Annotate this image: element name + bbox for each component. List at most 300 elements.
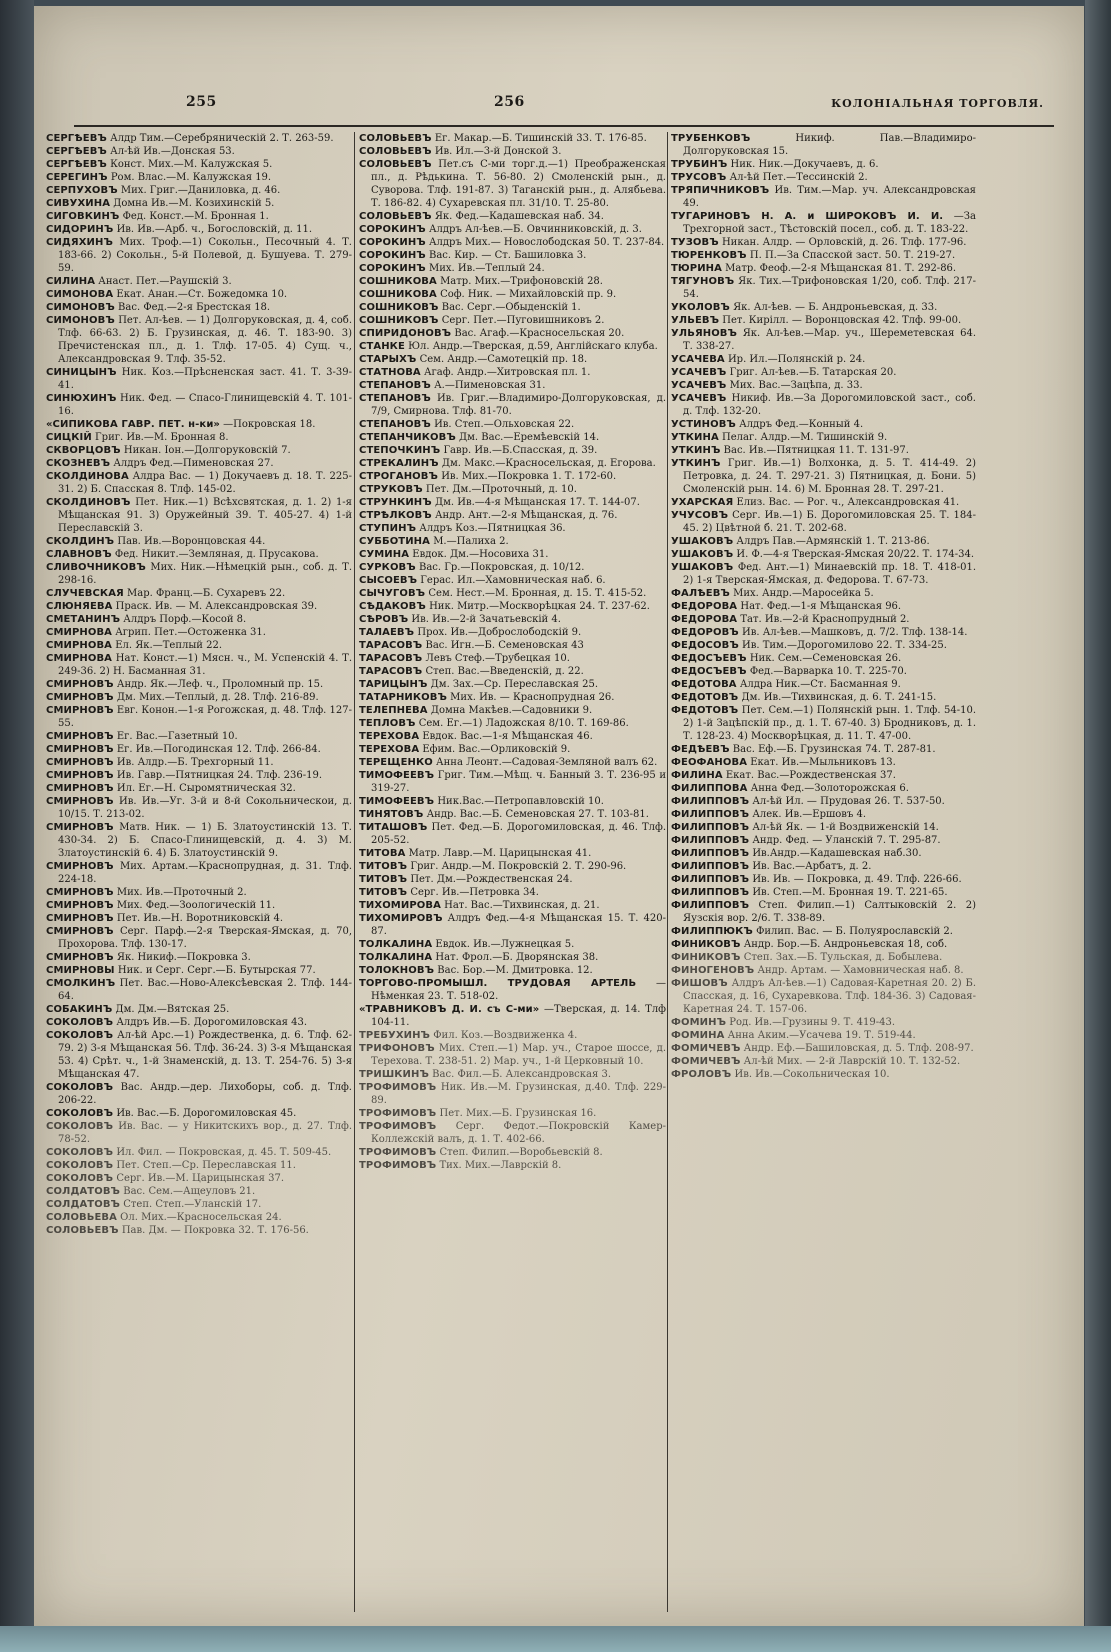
directory-entry <box>359 522 666 535</box>
directory-entry <box>359 262 666 275</box>
entry-details: Григ. Ив.—М. Бронная 8. <box>95 432 229 443</box>
entry-details: Ег. Макар.—Б. Тишинскій 33. Т. 176-85. <box>434 133 647 144</box>
directory-entry <box>46 1016 352 1029</box>
entry-details: Соф. Ник. — Михайловскій пр. 9. <box>440 289 617 300</box>
directory-entry <box>359 327 666 340</box>
directory-entry <box>359 639 666 652</box>
entry-name: УКОЛОВЪ <box>671 302 730 313</box>
entry-details: Пет. Ив.—Н. Воротниковскій 4. <box>116 913 283 924</box>
entry-name: СЛАВНОВЪ <box>46 549 112 560</box>
directory-entry <box>46 600 352 613</box>
entry-name: ТРУБЕНКОВЪ <box>671 133 751 144</box>
entry-details: Алек. Ив.—Ершовъ 4. <box>752 809 867 820</box>
directory-entry <box>359 223 666 236</box>
directory-entry <box>46 626 352 639</box>
directory-entry <box>46 223 352 236</box>
directory-entry <box>671 795 976 808</box>
directory-entry <box>359 379 666 392</box>
directory-entry <box>671 743 976 756</box>
directory-entry <box>46 691 352 704</box>
directory-entry <box>671 769 976 782</box>
entry-name: ФЕДОСЪЕВЪ <box>671 653 747 664</box>
entry-details: Пет. Сем.—1) Полянскій рын. 1. Тлф. 54-10. 2) 1-й Зацѣпскій пр., д. 1. Т. 67-40. 3) Бродниковъ, д. 1. Т. 128-23. 4) Москворѣцкая, д. 11. Т. 47-00. <box>683 705 976 742</box>
entry-name: ФЕДОРОВА <box>671 614 738 625</box>
entry-details: —Нѣменкая 23. Т. 518-02. <box>371 978 666 1002</box>
directory-entry <box>359 535 666 548</box>
entry-details: Мих. Вас.—Зацѣпа, д. 33. <box>729 380 863 391</box>
directory-entry <box>359 587 666 600</box>
directory-entry <box>671 678 976 691</box>
entry-name: ФЕДОСЪЕВЪ <box>671 666 747 677</box>
entry-name: СИДОРИНЪ <box>46 224 114 235</box>
entry-name: УСАЧЕВЪ <box>671 380 727 391</box>
entry-name: СОБАКИНЪ <box>46 1004 113 1015</box>
entry-details: Нат. Вас.—Тихвинская, д. 21. <box>444 900 600 911</box>
entry-name: ФИНИКОВЪ <box>671 939 741 950</box>
directory-entry <box>671 561 976 587</box>
entry-details: Ник.Вас.—Петропавловскій 10. <box>437 796 604 807</box>
directory-entry <box>46 184 352 197</box>
entry-details: Дм. Зах.—Ср. Переславская 25. <box>430 679 599 690</box>
entry-details: Ег. Ив.—Погодинская 12. Тлф. 266-84. <box>116 744 321 755</box>
entry-details: Вас. Фед.—2-я Брестская 18. <box>118 302 271 313</box>
entry-name: ТРОФИМОВЪ <box>359 1108 437 1119</box>
entry-name: СОЛОВЬЕВЪ <box>46 1225 119 1236</box>
entry-name: УЛЬЕВЪ <box>671 315 720 326</box>
directory-entry <box>671 860 976 873</box>
section-title: КОЛОНІАЛЬНАЯ ТОРГОВЛЯ. <box>831 97 1044 110</box>
entry-name: СУББОТИНА <box>359 536 430 547</box>
entry-details: Вас. Игн.—Б. Семеновская 43 <box>425 640 584 651</box>
entry-name: ТАРАСОВЪ <box>359 666 423 677</box>
entry-name: ТИТОВА <box>359 848 406 859</box>
directory-entry <box>46 431 352 444</box>
entry-details: Дм. Дм.—Вятская 25. <box>115 1004 230 1015</box>
entry-details: Ал-ѣй Ив.—Донская 53. <box>110 146 235 157</box>
entry-name: СОЛОВЬЕВЪ <box>359 211 432 222</box>
entry-details: Евдок. Вас.—1-я Мѣщанская 46. <box>422 731 593 742</box>
directory-entry <box>671 1055 976 1068</box>
entry-name: ТРУБИНЪ <box>671 159 728 170</box>
directory-entry <box>359 314 666 327</box>
directory-entry <box>671 275 976 301</box>
entry-name: ФЕДОТОВЪ <box>671 705 739 716</box>
directory-entry <box>671 236 976 249</box>
entry-name: ТРИШКИНЪ <box>359 1069 429 1080</box>
entry-name: ТИТОВЪ <box>359 874 408 885</box>
directory-entry <box>46 457 352 470</box>
entry-details: Серг. Ив.—Петровка 34. <box>410 887 539 898</box>
entry-name: СОЛДАТОВЪ <box>46 1199 121 1210</box>
entry-details: Фед. Конст.—М. Бронная 1. <box>122 211 269 222</box>
entry-name: ТОЛОКНОВЪ <box>359 965 435 976</box>
directory-entry <box>671 327 976 353</box>
entry-name: ТРЯПИЧНИКОВЪ <box>671 185 770 196</box>
directory-entry <box>46 288 352 301</box>
entry-details: Ир. Ил.—Полянскій р. 24. <box>727 354 866 365</box>
entry-details: Алдръ Ал-ѣев.—Б. Овчинниковскій, д. 3. <box>428 224 642 235</box>
directory-entry <box>46 418 352 431</box>
entry-name: ФИЛИППОВЪ <box>671 822 750 833</box>
entry-details: Пет. Фед.—Б. Дорогомиловская, д. 46. Тлф. 205-52. <box>371 822 666 846</box>
directory-entry <box>46 470 352 496</box>
entry-details: Ал-ѣй Як. — 1-й Воздвиженскій 14. <box>752 822 939 833</box>
entry-details: Ив. Ив.—Сокольническая 10. <box>734 1069 890 1080</box>
entry-details: Пет. Степ.—Ср. Переславская 11. <box>116 1160 296 1171</box>
entry-name: СЛЮНЯЕВА <box>46 601 113 612</box>
entry-details: Ив. Ив.—Уг. 3-й и 8-й Сокольническои, д. 10/15. Т. 213-02. <box>58 796 352 820</box>
directory-entry <box>671 704 976 743</box>
entry-name: СУРКОВЪ <box>359 562 416 573</box>
entry-details: Пет. Мих.—Б. Грузинская 16. <box>439 1108 597 1119</box>
entry-details: Евг. Конон.—1-я Рогожская, д. 48. Тлф. 127-55. <box>58 705 352 729</box>
entry-details: Серг. Пет.—Пуговишниковъ 2. <box>441 315 605 326</box>
directory-entry <box>359 769 666 795</box>
entry-details: Екат. Ив.—Мыльниковъ 13. <box>750 757 896 768</box>
directory-entry <box>359 808 666 821</box>
column-divider <box>354 132 355 1612</box>
entry-name: СОКОЛОВЪ <box>46 1082 114 1093</box>
entry-details: Фед.—Варварка 10. Т. 225-70. <box>749 666 907 677</box>
directory-entry <box>359 301 666 314</box>
directory-entry <box>46 1003 352 1016</box>
directory-entry <box>671 210 976 236</box>
directory-entry <box>359 210 666 223</box>
entry-name: СТУПИНЪ <box>359 523 417 534</box>
entry-details: Мих. Ник.—Нѣмецкій рын., соб. д. Т. 298-16. <box>58 562 352 586</box>
directory-entry <box>359 574 666 587</box>
background-bottom-edge <box>0 1626 1111 1652</box>
entry-name: ФОМИЧЕВЪ <box>671 1043 741 1054</box>
entry-details: Тат. Ив.—2-й Краснопрудный 2. <box>740 614 910 625</box>
directory-entry <box>46 171 352 184</box>
directory-entry <box>46 912 352 925</box>
entry-name: ТИМОФЕЕВЪ <box>359 770 435 781</box>
entry-name: СОЛОВЬЕВЪ <box>359 133 432 144</box>
directory-entry <box>359 470 666 483</box>
entry-name: СОЛДАТОВЪ <box>46 1186 121 1197</box>
entry-details: П. П.—За Спасской заст. 50. Т. 219-27. <box>749 250 956 261</box>
directory-entry <box>46 145 352 158</box>
entry-name: СИНЮХИНЪ <box>46 393 117 404</box>
entry-name: СКОЛДИНОВА <box>46 471 129 482</box>
entry-details: Андр. Бор.—Б. Андроньевская 18, соб. <box>743 939 948 950</box>
entry-details: Ег. Вас.—Газетный 10. <box>116 731 238 742</box>
entry-name: СОРОКИНЪ <box>359 263 426 274</box>
entry-details: Степ. Зах.—Б. Тульская, д. Бобылева. <box>743 952 943 963</box>
entry-name: УЧУСОВЪ <box>671 510 729 521</box>
entry-name: СОРОКИНЪ <box>359 250 426 261</box>
entry-details: Анна Леонт.—Садовая-Земляной валъ 62. <box>436 757 658 768</box>
entry-details: Алдръ Фед.—Конный 4. <box>739 419 864 430</box>
directory-entry <box>671 665 976 678</box>
directory-entry <box>671 379 976 392</box>
entry-details: Ефим. Вас.—Орликовскій 9. <box>422 744 571 755</box>
entry-details: Вас. Серг.—Обыденскій 1. <box>441 302 581 313</box>
entry-name: ФИЛИНА <box>671 770 723 781</box>
page-number-left: 255 <box>186 94 217 110</box>
entry-name: СОРОКИНЪ <box>359 237 426 248</box>
entry-name: ТЮРИНА <box>671 263 722 274</box>
entry-name: ТРОФИМОВЪ <box>359 1121 437 1132</box>
entry-details: Сем. Ег.—1) Ладожская 8/10. Т. 169-86. <box>418 718 629 729</box>
directory-entry <box>359 977 666 1003</box>
entry-name: ТУГАРИНОВЪ Н. А. и ШИРОКОВЪ И. И. <box>671 211 944 222</box>
directory-entry <box>359 600 666 613</box>
directory-entry <box>359 652 666 665</box>
directory-entry <box>359 288 666 301</box>
directory-entry <box>359 821 666 847</box>
directory-entry <box>46 535 352 548</box>
directory-entry <box>359 964 666 977</box>
directory-entry <box>359 951 666 964</box>
directory-entry <box>46 795 352 821</box>
directory-entry <box>359 743 666 756</box>
entry-details: Вас. Агаф.—Красносельская 20. <box>454 328 625 339</box>
entry-details: Ник. Ив.—М. Грузинская, д.40. Тлф. 229-89. <box>371 1082 666 1106</box>
entry-details: Алдръ Ал-ѣев.—1) Садовая-Каретная 20. 2) Б. Спасская, д. 16, Сухаревкова. Тлф. 184-36. 3) Садовая-Каретная 24. Т. 157-06. <box>683 978 976 1015</box>
directory-entry <box>46 444 352 457</box>
directory-entry <box>359 730 666 743</box>
entry-details: Елиз. Вас. — Рог. ч., Александровская 41. <box>736 497 960 508</box>
entry-details: Андр. Фед. — Уланскій 7. Т. 295-87. <box>752 835 941 846</box>
entry-details: Сем. Андр.—Самотецкій пр. 18. <box>419 354 588 365</box>
directory-entry <box>359 1107 666 1120</box>
entry-details: Алдра Ник.—Ст. Басманная 9. <box>739 679 901 690</box>
directory-entry <box>46 925 352 951</box>
directory-entry <box>359 236 666 249</box>
entry-name: ФИШОВЪ <box>671 978 728 989</box>
directory-entry <box>359 678 666 691</box>
entry-details: Анна Фед.—Золоторожская 6. <box>750 783 909 794</box>
entry-name: СМИРНОВЪ <box>46 731 114 742</box>
entry-details: Дм. Ив.—Тихвинская, д. 6. Т. 241-15. <box>741 692 937 703</box>
directory-entry <box>359 1042 666 1068</box>
directory-entry <box>359 795 666 808</box>
entry-details: Матв. Ник. — 1) Б. Златоустинскій 13. Т. 430-34. 2) Б. Спасо-Глинищевскій, д. 4. 3) М. Златоустинскій 6. 4) Б. Златоустинскій 9. <box>58 822 352 859</box>
directory-entry <box>46 951 352 964</box>
entry-details: Род. Ив.—Грузины 9. Т. 419-43. <box>729 1017 896 1028</box>
entry-name: СТЕПАНОВЪ <box>359 419 431 430</box>
entry-details: Левъ Стеф.—Трубецкая 10. <box>425 653 570 664</box>
entry-name: СМИРНОВЪ <box>46 679 114 690</box>
entry-name: ФИЛИППОВА <box>671 783 748 794</box>
entry-details: Дм. Вас.—Еремѣевскій 14. <box>459 432 600 443</box>
entry-name: СИМОНОВЪ <box>46 302 115 313</box>
directory-entry <box>671 600 976 613</box>
entry-details: Фед. Ант.—1) Минаевскій пр. 18. Т. 418-01. 2) 1-я Тверская-Ямская, д. Федорова. Т. 67-73. <box>683 562 976 586</box>
entry-details: Никиф. Ив.—За Дорогомиловской заст., соб. д. Тлф. 132-20. <box>683 393 976 417</box>
entry-name: ТИМОФЕЕВЪ <box>359 796 435 807</box>
directory-entry <box>359 847 666 860</box>
entry-details: Ив. Ал-ѣев.—Машковъ, д. 7/2. Тлф. 138-14. <box>742 627 968 638</box>
directory-entry <box>46 1211 352 1224</box>
entry-details: Вас. Кир. — Ст. Башиловка 3. <box>428 250 587 261</box>
directory-entry <box>359 431 666 444</box>
entry-name: ТИТАШОВЪ <box>359 822 428 833</box>
directory-entry <box>671 639 976 652</box>
directory-entry <box>671 535 976 548</box>
directory-entry <box>359 392 666 418</box>
entry-details: Андр. Вас.—Б. Семеновская 27. Т. 103-81. <box>426 809 649 820</box>
column-1 <box>46 132 352 1622</box>
directory-entry <box>46 1185 352 1198</box>
entry-name: УЛЬЯНОВЪ <box>671 328 738 339</box>
entry-details: Як. Ал-ѣев. — Б. Андроньевская, д. 33. <box>733 302 938 313</box>
entry-details: Як. Никиф.—Покровка 3. <box>116 952 251 963</box>
entry-name: ФИЛИППОВЪ <box>671 835 750 846</box>
entry-details: И. Ф.—4-я Тверская-Ямская 20/22. Т. 174-34. <box>736 549 975 560</box>
directory-entry <box>671 548 976 561</box>
entry-details: Вас. Андр.—дер. Лихоборы, соб. д. Тлф. 206-22. <box>58 1082 352 1106</box>
entry-details: Нат. Фед.—1-я Мѣщанская 96. <box>740 601 902 612</box>
entry-details: Ив. Ил.—3-й Донской 3. <box>434 146 562 157</box>
entry-name: СМИРНОВА <box>46 627 113 638</box>
entry-details: Мих. Ив.—Теплый 24. <box>428 263 545 274</box>
entry-details: Гавр. Ив.—Б.Спасская, д. 39. <box>443 445 598 456</box>
entry-name: ТРЕБУХИНЪ <box>359 1030 431 1041</box>
entry-details: Ив. Ив.—2-й Зачатьевскій 4. <box>411 614 561 625</box>
directory-entry <box>359 1120 666 1146</box>
entry-name: ТАРАСОВЪ <box>359 640 423 651</box>
entry-details: Дм. Макс.—Красносельская, д. Егорова. <box>441 458 656 469</box>
column-divider <box>667 132 668 1612</box>
directory-entry <box>671 171 976 184</box>
entry-name: ФЕОФАНОВА <box>671 757 748 768</box>
directory-entry <box>46 613 352 626</box>
entry-name: СМИРНОВЫ <box>46 965 115 976</box>
entry-name: ТЯГУНОВЪ <box>671 276 735 287</box>
entry-name: СИГОВКИНЪ <box>46 211 120 222</box>
entry-name: ТРИФОНОВЪ <box>359 1043 435 1054</box>
entry-details: Степ. Степ.—Уланскій 17. <box>123 1199 262 1210</box>
entry-name: СЛУЧЕВСКАЯ <box>46 588 124 599</box>
entry-name: СѢДАКОВЪ <box>359 601 426 612</box>
directory-entry <box>671 873 976 886</box>
directory-entry <box>46 1172 352 1185</box>
directory-entry <box>359 626 666 639</box>
entry-name: СТЕПАНЧИКОВЪ <box>359 432 456 443</box>
entry-name: «ТРАВНИКОВЪ Д. И. съ С-ми» <box>359 1004 540 1015</box>
entry-name: ФОМИЧЕВЪ <box>671 1056 741 1067</box>
entry-details: Ив. Степ.—М. Бронная 19. Т. 221-65. <box>752 887 948 898</box>
directory-entry <box>671 847 976 860</box>
directory-entry <box>671 1016 976 1029</box>
directory-entry <box>359 717 666 730</box>
directory-entry <box>671 444 976 457</box>
entry-details: Андр. Артам. — Хамовническая наб. 8. <box>757 965 964 976</box>
entry-name: ФЕДѢЕВЪ <box>671 744 730 755</box>
directory-entry <box>359 873 666 886</box>
entry-name: ФАЛѢЕВЪ <box>671 588 730 599</box>
entry-name: СКОЛДИНОВЪ <box>46 497 131 508</box>
entry-name: СЕРГѢЕВЪ <box>46 159 107 170</box>
entry-details: Вас. Фил.—Б. Александровская 3. <box>432 1069 612 1080</box>
directory-entry <box>46 782 352 795</box>
directory-entry <box>359 353 666 366</box>
entry-name: СМИРНОВЪ <box>46 692 114 703</box>
entry-details: Сем. Нест.—М. Бронная, д. 15. Т. 415-52. <box>428 588 647 599</box>
directory-entry <box>46 587 352 600</box>
directory-entry <box>359 665 666 678</box>
entry-name: ТИТОВЪ <box>359 887 408 898</box>
entry-name: ФИЛИППОВЪ <box>671 861 750 872</box>
entry-name: СОКОЛОВЪ <box>46 1173 114 1184</box>
entry-details: Анна Аким.—Усачева 19. Т. 519-44. <box>727 1030 916 1041</box>
directory-entry <box>359 1068 666 1081</box>
entry-name: ТИТОВЪ <box>359 861 408 872</box>
directory-entry <box>671 301 976 314</box>
directory-entry <box>46 1107 352 1120</box>
entry-name: ФИНИКОВЪ <box>671 952 741 963</box>
entry-name: УХАРСКАЯ <box>671 497 734 508</box>
directory-entry <box>671 418 976 431</box>
entry-name: СЕРГѢЕВЪ <box>46 133 107 144</box>
directory-entry <box>46 314 352 366</box>
entry-details: Степ. Филип.—1) Салтыковскій 2. 2) Яузскія вор. 2/6. Т. 338-89. <box>683 900 976 924</box>
entry-name: ФЕДОСОВЪ <box>671 640 739 651</box>
entry-name: СМИРНОВЪ <box>46 952 114 963</box>
entry-name: ТИНЯТОВЪ <box>359 809 424 820</box>
entry-details: Ник. Ник.—Докучаевъ, д. 6. <box>730 159 879 170</box>
entry-name: СОЛОВЬЕВЪ <box>359 159 432 170</box>
entry-name: ТЕРЕХОВА <box>359 744 420 755</box>
entry-details: Ив.Андр.—Кадашевская наб.30. <box>752 848 922 859</box>
entry-name: СМИРНОВЪ <box>46 757 114 768</box>
entry-details: Тих. Мих.—Лаврскій 8. <box>439 1160 562 1171</box>
entry-details: Алдръ Фед.—4-я Мѣщанская 15. Т. 420-87. <box>371 913 666 937</box>
entry-name: УСТИНОВЪ <box>671 419 736 430</box>
entry-name: ТАРИЦЫНЪ <box>359 679 428 690</box>
directory-entry <box>671 899 976 925</box>
entry-name: ФЕДОРОВА <box>671 601 738 612</box>
entry-name: СИМОНОВА <box>46 289 114 300</box>
entry-details: Ник. Сем.—Семеновская 26. <box>749 653 902 664</box>
entry-name: ФОМИНА <box>671 1030 725 1041</box>
entry-name: СОКОЛОВЪ <box>46 1160 114 1171</box>
entry-name: ФИНОГЕНОВЪ <box>671 965 755 976</box>
entry-details: Як. Фед.—Кадашевская наб. 34. <box>434 211 604 222</box>
directory-entry <box>359 1081 666 1107</box>
entry-details: Фил. Коз.—Воздвиженка 4. <box>433 1030 578 1041</box>
entry-details: Мих. Фед.—Зоологическій 11. <box>116 900 276 911</box>
entry-details: Як. Ал-ѣев.—Мар. уч., Шереметевская 64. Т. 338-27. <box>683 328 976 352</box>
entry-details: Пет. Вас.—Ново-Алексѣевская 2. Тлф. 144-64. <box>58 978 352 1002</box>
directory-entry <box>46 236 352 275</box>
entry-name: ТАРАСОВЪ <box>359 653 423 664</box>
entry-name: СТРЕКАЛИНЪ <box>359 458 439 469</box>
entry-details: Вас. Гр.—Покровская, д. 10/12. <box>418 562 585 573</box>
entry-name: ФЕДОТОВЪ <box>671 692 739 703</box>
entry-details: Фед. Никит.—Земляная, д. Прусакова. <box>114 549 319 560</box>
directory-entry <box>46 1224 352 1237</box>
entry-details: Григ. Андр.—М. Покровскій 2. Т. 290-96. <box>410 861 627 872</box>
entry-name: СМИРНОВЪ <box>46 822 114 833</box>
directory-entry <box>671 808 976 821</box>
entry-name: ТИХОМИРОВЪ <box>359 913 443 924</box>
entry-name: СОКОЛОВЪ <box>46 1108 114 1119</box>
directory-entry <box>671 951 976 964</box>
column-2 <box>359 132 666 1622</box>
entry-name: СКОЛДИНЪ <box>46 536 115 547</box>
entry-details: Мих. Троф.—1) Сокольн., Песочный 4. Т. 183-66. 2) Сокольн., 5-й Полевой, д. Бушуева. Т. 279-59. <box>58 237 352 274</box>
directory-entry <box>46 1159 352 1172</box>
entry-name: СИДЯХИНЪ <box>46 237 113 248</box>
directory-entry <box>46 964 352 977</box>
entry-name: СМИРНОВА <box>46 640 113 651</box>
page-header <box>34 94 1084 114</box>
entry-details: Серг. Парф.—2-я Тверская-Ямская, д. 70, Прохорова. Тлф. 130-17. <box>58 926 352 950</box>
